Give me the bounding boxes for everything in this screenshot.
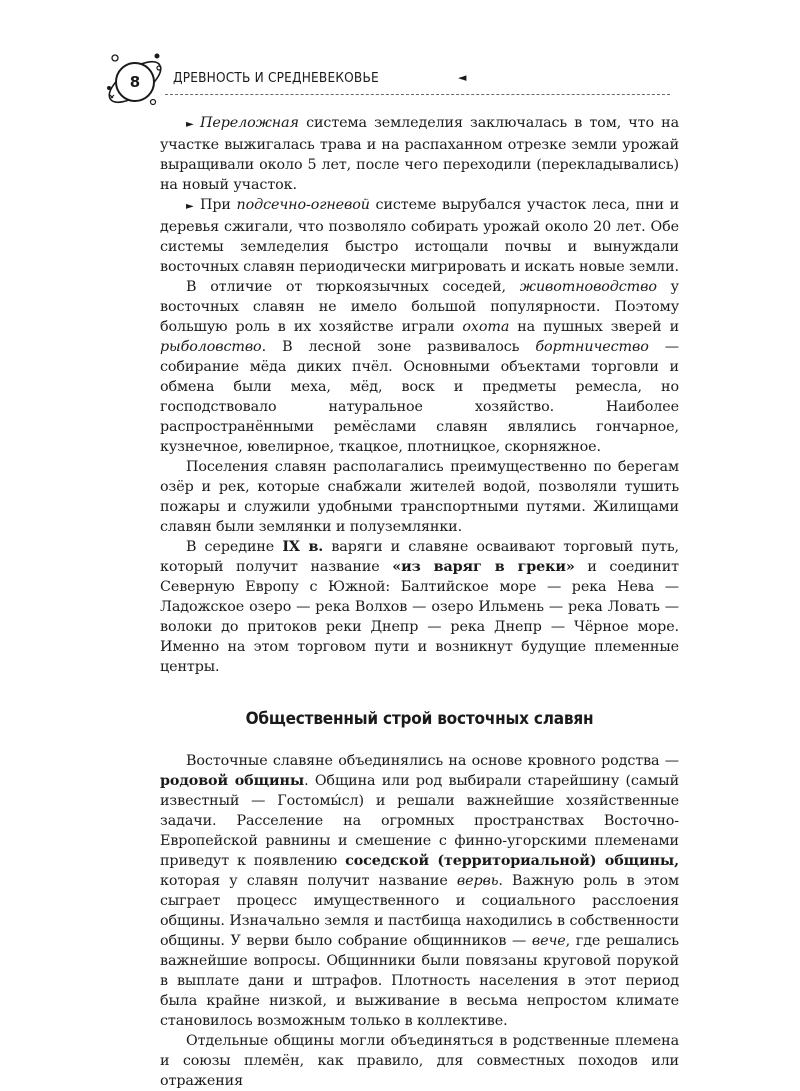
- page-number: 8: [115, 62, 155, 102]
- term-clan-community: родовой общины: [160, 773, 305, 789]
- header-divider: [165, 94, 670, 95]
- term-fishing: рыболовство: [160, 339, 262, 355]
- term-animal-husbandry: животноводство: [519, 279, 657, 295]
- paragraph-trade-route: В середине IX в. варяги и славяне осваивают торговый путь, который получит название «из варяг в греки» и соединит Северную Европу с Южной: Балтийское море — река Нева — Ладожское озеро — река Волхов — озеро Ильмень — река Ловать — волоки до притоков реки Днепр — река Днепр — Чёрное море. Именно на этом торговом пути и возникнут будущие племенные центры.: [160, 539, 679, 675]
- section-heading: Общественный строй восточных славян: [245, 709, 594, 729]
- paragraph-slash-burn: ► При подсечно-огневой системе вырубался участок леса, пни и деревья сжигали, что позволяло собирать урожай около 20 лет. Обе системы земледелия быстро истощали почвы и вынуждали восточных славян периодически мигрировать и искать новые земли.: [160, 197, 680, 275]
- paragraph-economy: В отличие от тюркоязычных соседей, животноводство у восточных славян не имело большой популярности. Поэтому большую роль в их хозяйстве играли охота на пушных зверей и рыболовство. В лесной зоне развивалось бортничество — собирание мёда диких пчёл. Основными объектами торговли и обмена были меха, мёд, воск и предметы ремесла, но господствовало натуральное хозяйство. Наиболее распространёнными ремёслами славян являлись гончарное, кузнечное, ювелирное, ткацкое, плотницкое, скорняжное.: [160, 279, 680, 455]
- section-running-title: ДРЕВНОСТЬ И СРЕДНЕВЕКОВЬЕ: [173, 70, 379, 86]
- bullet-arrow-icon: ►: [186, 201, 194, 212]
- term-verv: вервь: [456, 873, 499, 889]
- paragraph-community: Восточные славяне объединялись на основе кровного родства — родовой общины. Община или род выбирали старейшину (самый известный — Гостомы́сл) и решали важнейшие хозяйственные задачи. Расселение на огромных пространствах Восточно-Европейской равнины и смешение с финно-угорскими племенами приведут к появлению соседской (территориальной) общины, которая у славян получит название вервь. Важную роль в этом сыграет процесс имущественного и социального расслоения общины. Изначально земля и пастбища находились в собственности общины. У верви было собрание общинников — вече, где решались важнейшие вопросы. Общинники были повязаны круговой порукой в выплате дани и штрафов. Плотность населения в этот период была крайне низкой, и выживание в весьма непростом климате становилось возможным только в коллективе.: [160, 753, 679, 1029]
- century-label: IX в.: [282, 539, 324, 555]
- term-slash-burn: подсечно-огневой: [236, 197, 370, 213]
- paragraph-text: система земледелия заключалась в том, что на участке выжигалась трава и на распаханном отрезке земли урожай выращивали около 5 лет, после чего переходили (перекладывались) на новый участок.: [160, 115, 679, 193]
- term-hunting: охота: [462, 319, 510, 335]
- term-neighbor-community: соседской (территориальной) общины,: [345, 853, 679, 869]
- paragraph-tribes: Отдельные общины могли объединяться в родственные племена и союзы племён, как правило, для совместных походов или отражения: [160, 1033, 679, 1089]
- term-beekeeping: бортничество: [535, 339, 649, 355]
- paragraph-text: системе вырубался участок леса, пни и деревья сжигали, что позволяло собирать урожай около 20 лет. Обе системы земледелия быстро истощали почвы и вынуждали восточных славян периодически мигрировать и искать новые земли.: [160, 197, 680, 275]
- term-veche: вече: [531, 933, 566, 949]
- term-fallow: Переложная: [200, 115, 299, 131]
- paragraph-fallow-system: [160, 113, 679, 195]
- trade-route-name: «из варяг в греки»: [392, 559, 575, 575]
- page-content: [160, 113, 679, 1091]
- paragraph-settlements: Поселения славян располагались преимущественно по берегам озёр и рек, которые снабжали жителей водой, позволяли тушить пожары и служили удобными транспортными путями. Жилищами славян были землянки и полуземлянки.: [160, 459, 679, 535]
- bullet-arrow-icon: ►: [186, 119, 194, 130]
- left-arrow-icon: ◄: [458, 71, 467, 84]
- running-header: [115, 52, 675, 122]
